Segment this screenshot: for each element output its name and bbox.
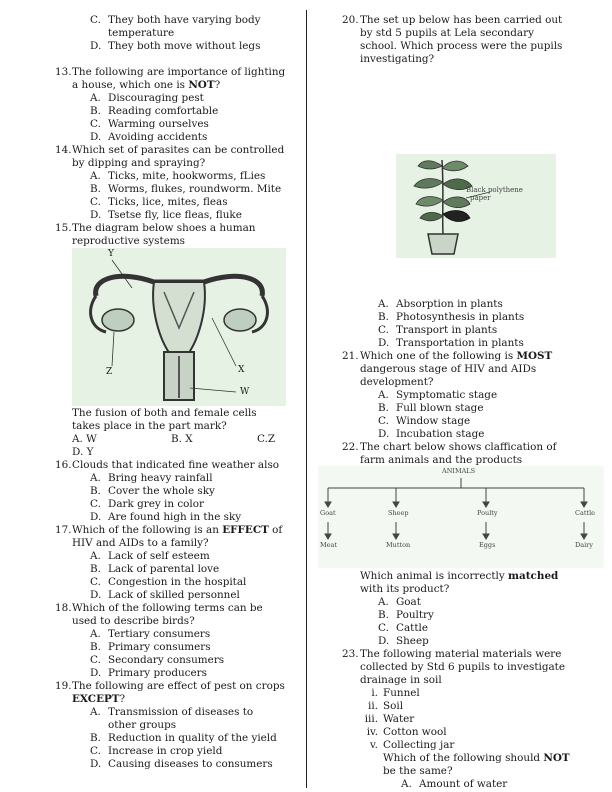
chart-animal: Poulty <box>477 509 498 517</box>
fig-label: paper <box>470 194 491 202</box>
item-text: Collecting jar <box>383 739 455 751</box>
option-letter: B. <box>90 105 101 117</box>
option-text: Are found high in the sky <box>108 511 242 523</box>
option-letter: D. <box>90 40 102 52</box>
option-text: Goat <box>396 596 421 608</box>
question-text: The diagram below shoes a human <box>72 222 256 234</box>
chart-product: Mutton <box>386 541 411 549</box>
option-text: temperature <box>108 27 175 39</box>
option-text: Causing diseases to consumers <box>108 758 273 770</box>
question-text: dangerous stage of HIV and AIDs <box>360 363 537 375</box>
option-text: Transportation in plants <box>396 337 524 349</box>
option-text: Ticks, mite, hookworms, fLies <box>108 170 266 182</box>
question-text: Which one of the following is MOST <box>360 350 553 362</box>
question-text: The following are effect of pest on crops <box>72 680 285 692</box>
option-letter: C. <box>90 14 101 26</box>
option-text: Incubation stage <box>396 428 485 440</box>
option-inline: B. X <box>171 433 193 445</box>
label-y: Y <box>108 249 114 259</box>
chart-animal: Cattle <box>575 509 595 517</box>
question-text: investigating? <box>360 53 435 65</box>
question-number: 20. <box>342 14 359 26</box>
option-text: Symptomatic stage <box>396 389 498 401</box>
option-inline: C.Z <box>257 433 276 445</box>
animals-products-chart <box>318 466 604 568</box>
option-letter: B. <box>378 609 389 621</box>
option-text: Worms, flukes, roundworm. Mite <box>108 183 282 195</box>
option-text: Lack of self esteem <box>108 550 210 562</box>
option-text: Sheep <box>396 635 429 647</box>
option-text: Cattle <box>396 622 428 634</box>
option-letter: A. <box>90 706 101 718</box>
option-text: Dark grey in color <box>108 498 204 510</box>
question-text: Which set of parasites can be controlled <box>72 144 285 156</box>
item-text: Cotton wool <box>383 726 447 738</box>
option-letter: D. <box>90 209 102 221</box>
question-text: EXCEPT? <box>72 693 126 705</box>
question-text: takes place in the part mark? <box>72 420 227 432</box>
chart-title: ANIMALS <box>442 467 476 475</box>
option-text: Increase in crop yield <box>108 745 223 757</box>
item-number: v. <box>370 739 378 751</box>
label-x: X <box>238 365 245 375</box>
option-letter: A. <box>378 389 389 401</box>
option-letter: A. <box>90 92 101 104</box>
option-letter: C. <box>90 498 101 510</box>
question-text: Which animal is incorrectly matched <box>360 570 559 582</box>
option-text: Poultry <box>396 609 434 621</box>
option-text: Avoiding accidents <box>108 131 208 143</box>
item-number: ii. <box>368 700 378 712</box>
option-letter: C. <box>378 324 389 336</box>
question-number: 14. <box>55 144 72 156</box>
question-number: 16. <box>55 459 72 471</box>
question-number: 21. <box>342 350 359 362</box>
option-letter: A. <box>90 550 101 562</box>
option-inline: D. Y <box>72 446 94 458</box>
question-number: 13. <box>55 66 72 78</box>
option-letter: B. <box>378 402 389 414</box>
option-letter: D. <box>378 635 390 647</box>
option-text: Transmission of diseases to <box>108 706 254 718</box>
option-letter: A. <box>90 170 101 182</box>
option-letter: A. <box>90 628 101 640</box>
option-text: Photosynthesis in plants <box>396 311 525 323</box>
item-number: iv. <box>366 726 378 738</box>
option-letter: C. <box>90 654 101 666</box>
plant-experiment-diagram <box>396 154 556 258</box>
item-text: Funnel <box>383 687 420 699</box>
option-text: They both move without legs <box>108 40 261 52</box>
option-letter: B. <box>90 485 101 497</box>
question-text: The fusion of both and female cells <box>72 407 257 419</box>
option-letter: D. <box>90 667 102 679</box>
column-divider <box>306 10 307 788</box>
question-text: reproductive systems <box>72 235 186 247</box>
option-letter: A. <box>90 472 101 484</box>
label-z: Z <box>106 367 113 377</box>
question-number: 22. <box>342 441 359 453</box>
question-text: Which of the following is an EFFECT of <box>72 524 283 536</box>
option-letter: B. <box>378 311 389 323</box>
option-letter: C. <box>90 745 101 757</box>
option-text: Warming ourselves <box>108 118 209 130</box>
question-text: school. Which process were the pupils <box>360 40 563 52</box>
option-text: Secondary consumers <box>108 654 225 666</box>
question-text: The set up below has been carried out <box>360 14 563 26</box>
option-text: Congestion in the hospital <box>108 576 247 588</box>
option-letter: C. <box>90 196 101 208</box>
option-letter: D. <box>378 428 390 440</box>
option-text: Lack of skilled personnel <box>108 589 240 601</box>
option-letter: D. <box>90 131 102 143</box>
option-text: Lack of parental love <box>108 563 220 575</box>
option-text: Amount of water <box>419 778 508 790</box>
label-w: W <box>240 387 250 397</box>
question-number: 23. <box>342 648 359 660</box>
item-text: Water <box>383 713 415 725</box>
question-text: with its product? <box>360 583 450 595</box>
question-text: HIV and AIDs to a family? <box>72 537 209 549</box>
chart-animal: Sheep <box>388 509 409 517</box>
option-text: Tertiary consumers <box>108 628 211 640</box>
option-letter: C. <box>378 622 389 634</box>
option-text: other groups <box>108 719 177 731</box>
question-text: Which of the following should NOT <box>383 752 570 764</box>
question-text: be the same? <box>383 765 453 777</box>
option-letter: B. <box>90 183 101 195</box>
question-text: farm animals and the products <box>360 454 523 466</box>
option-text: Tsetse fly, lice fleas, fluke <box>108 209 242 221</box>
option-text: Primary consumers <box>108 641 211 653</box>
option-letter: A. <box>401 778 412 790</box>
question-text: development? <box>360 376 434 388</box>
reproductive-system-diagram <box>72 248 286 406</box>
option-text: Primary producers <box>108 667 207 679</box>
question-text: by std 5 pupils at Lela secondary <box>360 27 534 39</box>
option-text: Cover the whole sky <box>108 485 215 497</box>
option-text: Ticks, lice, mites, fleas <box>108 196 228 208</box>
option-text: Absorption in plants <box>396 298 503 310</box>
chart-product: Eggs <box>479 541 496 549</box>
fig-label: Black polythene <box>466 186 523 194</box>
option-text: Transport in plants <box>396 324 498 336</box>
question-text: The following are importance of lighting <box>72 66 286 78</box>
option-text: Reduction in quality of the yield <box>108 732 277 744</box>
option-text: Discouraging pest <box>108 92 204 104</box>
item-number: iii. <box>364 713 378 725</box>
option-letter: B. <box>90 563 101 575</box>
question-text: drainage in soil <box>360 674 442 686</box>
option-letter: C. <box>378 415 389 427</box>
question-number: 17. <box>55 524 72 536</box>
question-text: The chart below shows claffication of <box>360 441 557 453</box>
chart-animal: Goat <box>320 509 336 517</box>
option-text: Reading comfortable <box>108 105 219 117</box>
question-text: The following material materials were <box>360 648 562 660</box>
option-letter: C. <box>90 118 101 130</box>
chart-product: Dairy <box>575 541 593 549</box>
question-text: Clouds that indicated fine weather also <box>72 459 280 471</box>
question-text: Which of the following terms can be <box>72 602 263 614</box>
question-text: used to describe birds? <box>72 615 195 627</box>
option-letter: D. <box>90 758 102 770</box>
option-text: Full blown stage <box>396 402 484 414</box>
option-letter: B. <box>90 641 101 653</box>
option-text: They both have varying body <box>108 14 261 26</box>
option-letter: B. <box>90 732 101 744</box>
option-letter: C. <box>90 576 101 588</box>
option-letter: A. <box>378 298 389 310</box>
question-text: by dipping and spraying? <box>72 157 206 169</box>
option-text: Bring heavy rainfall <box>108 472 213 484</box>
option-letter: D. <box>90 589 102 601</box>
question-text: collected by Std 6 pupils to investigate <box>360 661 566 673</box>
question-number: 18. <box>55 602 72 614</box>
item-number: i. <box>371 687 378 699</box>
question-text: a house, which one is NOT? <box>72 79 221 91</box>
option-inline: A. W <box>72 433 97 445</box>
option-letter: D. <box>90 511 102 523</box>
question-number: 19. <box>55 680 72 692</box>
option-letter: D. <box>378 337 390 349</box>
option-letter: A. <box>378 596 389 608</box>
question-number: 15. <box>55 222 72 234</box>
option-text: Window stage <box>396 415 471 427</box>
item-text: Soil <box>383 700 404 712</box>
chart-product: Meat <box>320 541 337 549</box>
